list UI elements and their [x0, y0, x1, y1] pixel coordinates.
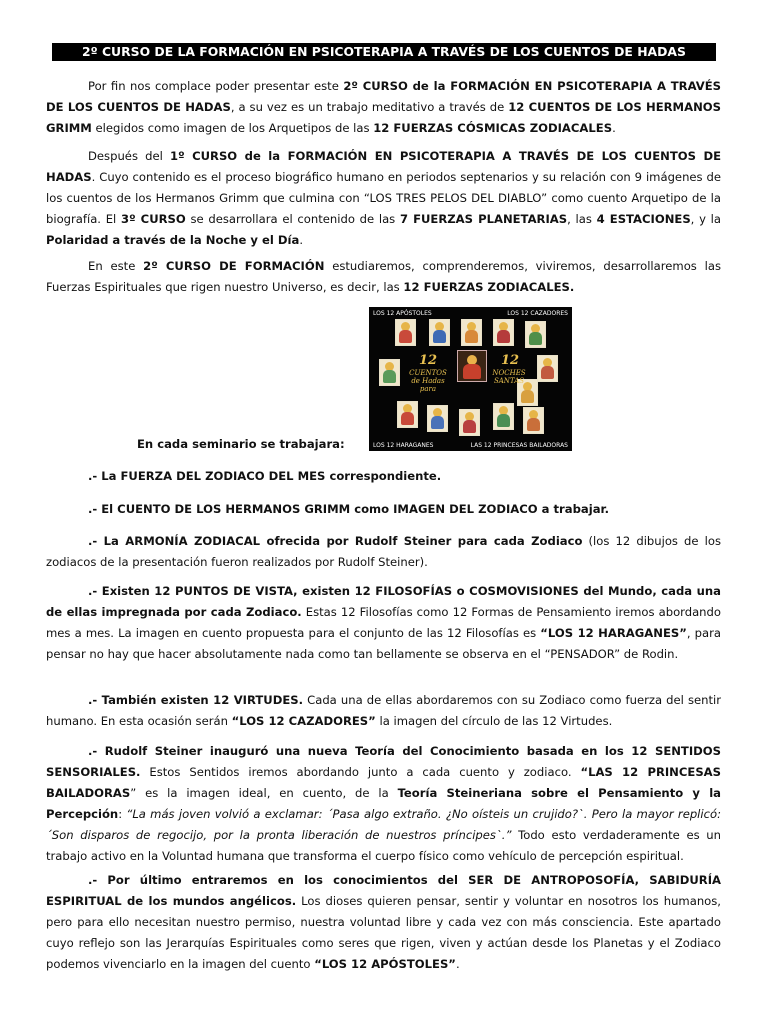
text-run: .	[299, 233, 304, 247]
bold-run: 12 CUENTOS DE LOS HERMANOS GRIMM	[46, 100, 721, 135]
zodiac-angel-figure	[493, 403, 514, 430]
image-text-noches: NOCHES SANTAS	[492, 369, 526, 385]
item-senses	[46, 741, 721, 867]
bold-run: 7 FUERZAS PLANETARIAS	[399, 212, 568, 226]
text-run: . Cuyo contenido es el proceso biográfico humano en periodos septenarios y su relación con 9 imágenes de los cuentos de los Hermanos Grimm que culmina con “LOS TRES PELOS DEL DIABLO” como cuento Arquetipo de la biografía. El	[46, 170, 721, 226]
text-run: , y la	[690, 212, 721, 226]
text-run: Estos Sentidos iremos abordando junto a cada cuento y zodiaco.	[140, 765, 581, 779]
bold-run: .- La FUERZA DEL ZODIACO DEL MES correspondiente.	[88, 469, 442, 483]
text-run: la imagen del círculo de las 12 Virtudes.	[375, 714, 613, 728]
document-title: 2º CURSO DE LA FORMACIÓN EN PSICOTERAPIA A TRAVÉS DE LOS CUENTOS DE HADAS	[52, 43, 716, 61]
item-anthroposophy	[46, 870, 721, 975]
bold-run: “LOS 12 CAZADORES”	[231, 714, 376, 728]
zodiac-angel-figure	[397, 401, 418, 428]
bold-run: .- La ARMONÍA ZODIACAL ofrecida por Rudolf Steiner para cada Zodiaco	[88, 534, 583, 548]
text-run: Los dioses quieren pensar, sentir y voluntar en nosotros los humanos, pero para ello necesitan nuestro permiso, nuestra voluntad libre y cada vez con más consciencia. Este apartado cuyo reflejo son las Jerarquías Espirituales como seres que rigen, viven y actúan desde los Planetas y el Zodiaco podemos vivenciarlo en la imagen del cuento	[46, 894, 721, 971]
italic-quote: “La más joven volvió a exclamar: ´Pasa algo extraño. ¿No oísteis un crujido?`. Pero la mayor replicó: ´Son disparos de regocijo, por la pronta liberación de nuestros príncipes`.”	[46, 807, 721, 842]
item-virtues	[46, 690, 721, 732]
text-run: ” es la imagen ideal, en cuento, de la	[130, 786, 398, 800]
zodiac-angel-figure	[395, 319, 416, 346]
bold-run: Polaridad a través de la Noche y el Día	[46, 233, 300, 247]
zodiac-angel-figure	[459, 409, 480, 436]
bold-run: “LAS 12 PRINCESAS BAILADORAS	[46, 765, 721, 800]
seminar-intro: En cada seminario se trabajara:	[137, 437, 345, 451]
bold-run: .- El CUENTO DE LOS HERMANOS GRIMM como IMAGEN DEL ZODIACO a trabajar.	[88, 502, 609, 516]
text-run: .	[455, 957, 460, 971]
bold-run: .- Existen 12 PUNTOS DE VISTA, existen 12 FILOSOFÍAS o COSMOVISIONES del Mundo, cada una de ellas impregnada por cada Zodiaco.	[46, 584, 721, 619]
image-text-cuentos: CUENTOS de Hadas para	[409, 369, 447, 393]
item-philosophies	[46, 581, 721, 665]
bold-run: “LOS 12 HARAGANES”	[540, 626, 687, 640]
text-run: elegidos como imagen de los Arquetipos de las	[91, 121, 374, 135]
bold-run: 12 FUERZAS CÓSMICAS ZODIACALES	[373, 121, 613, 135]
text-run: , a su vez es un trabajo meditativo a través de	[230, 100, 509, 114]
bold-run: 1º CURSO de la FORMACIÓN EN PSICOTERAPIA A TRAVÉS DE LOS CUENTOS DE HADAS	[46, 149, 721, 184]
image-label-princesas: LAS 12 PRINCESAS BAILADORAS	[470, 442, 568, 449]
zodiac-angel-figure	[427, 405, 448, 432]
zodiac-angel-figure	[379, 359, 400, 386]
text-run: Todo esto verdaderamente es un trabajo activo en la Voluntad humana que transforma el cuerpo físico como vehículo de percepción espiritual.	[46, 828, 721, 863]
zodiac-angel-figure	[525, 321, 546, 348]
bold-run: .- Por último entraremos en los conocimientos del SER DE ANTROPOSOFÍA, SABIDURÍA ESPIRITUAL de los mundos angélicos.	[46, 873, 721, 908]
item-zodiac-harmony	[46, 531, 721, 573]
first-course-paragraph	[46, 146, 721, 251]
bold-run: 3º CURSO	[121, 212, 186, 226]
bold-run: .- Rudolf Steiner inauguró una nueva Teoría del Conocimiento basada en los 12 SENTIDOS SENSORIALES.	[46, 744, 721, 779]
text-run: estudiaremos, comprenderemos, viviremos, desarrollaremos las Fuerzas Espirituales que rigen nuestro Universo, es decir, las	[46, 259, 721, 294]
second-course-paragraph	[46, 256, 721, 298]
zodiac-angel-figure	[429, 319, 450, 346]
bold-run: 2º CURSO DE FORMACIÓN	[143, 259, 325, 273]
image-number-left: 12	[419, 353, 438, 368]
intro-paragraph	[46, 76, 721, 139]
text-run: Cada una de ellas abordaremos con su Zodiaco como fuerza del sentir humano. En esta ocasión serán	[46, 693, 721, 728]
text-run: :	[118, 807, 127, 821]
bold-run: 4 ESTACIONES	[596, 212, 691, 226]
bold-run: “LOS 12 APÓSTOLES”	[314, 957, 456, 971]
zodiac-tales-image	[369, 307, 572, 451]
bold-run: .- También existen 12 VIRTUDES.	[88, 693, 304, 707]
text-run: se desarrollara el contenido de las	[185, 212, 400, 226]
text-run: , las	[567, 212, 597, 226]
zodiac-angel-figure	[537, 355, 558, 382]
bold-run: Teoría Steineriana sobre el Pensamiento y la Percepción	[46, 786, 721, 821]
central-angel-figure	[457, 350, 487, 382]
image-number-right: 12	[501, 353, 520, 368]
bold-run: 12 FUERZAS ZODIACALES.	[403, 280, 575, 294]
image-label-cazadores: LOS 12 CAZADORES	[507, 310, 568, 317]
item-zodiac-force	[46, 466, 721, 487]
text-run: Por fin nos complace poder presentar este	[88, 79, 344, 93]
text-run: Estas 12 Filosofías como 12 Formas de Pensamiento iremos abordando mes a mes. La imagen en cuento propuesta para el conjunto de las 12 Filosofías es	[46, 605, 721, 640]
zodiac-angel-figure	[523, 407, 544, 434]
zodiac-angel-figure	[461, 319, 482, 346]
text-run: Después del	[88, 149, 170, 163]
text-run: En este	[88, 259, 144, 273]
zodiac-angel-figure	[493, 319, 514, 346]
item-grimm-tale	[46, 499, 721, 520]
text-run: .	[612, 121, 616, 135]
text-run: , para pensar no hay que hacer absolutamente nada como tan bellamente se observa en el “PENSADOR” de Rodin.	[46, 626, 721, 661]
image-label-apostoles: LOS 12 APÓSTOLES	[373, 310, 432, 317]
text-run: (los 12 dibujos de los zodiacos de la presentación fueron realizados por Rudolf Steiner).	[46, 534, 721, 569]
image-label-haraganes: LOS 12 HARAGANES	[373, 442, 434, 449]
bold-run: 2º CURSO de la FORMACIÓN EN PSICOTERAPIA A TRAVÉS DE LOS CUENTOS DE HADAS	[46, 79, 722, 114]
